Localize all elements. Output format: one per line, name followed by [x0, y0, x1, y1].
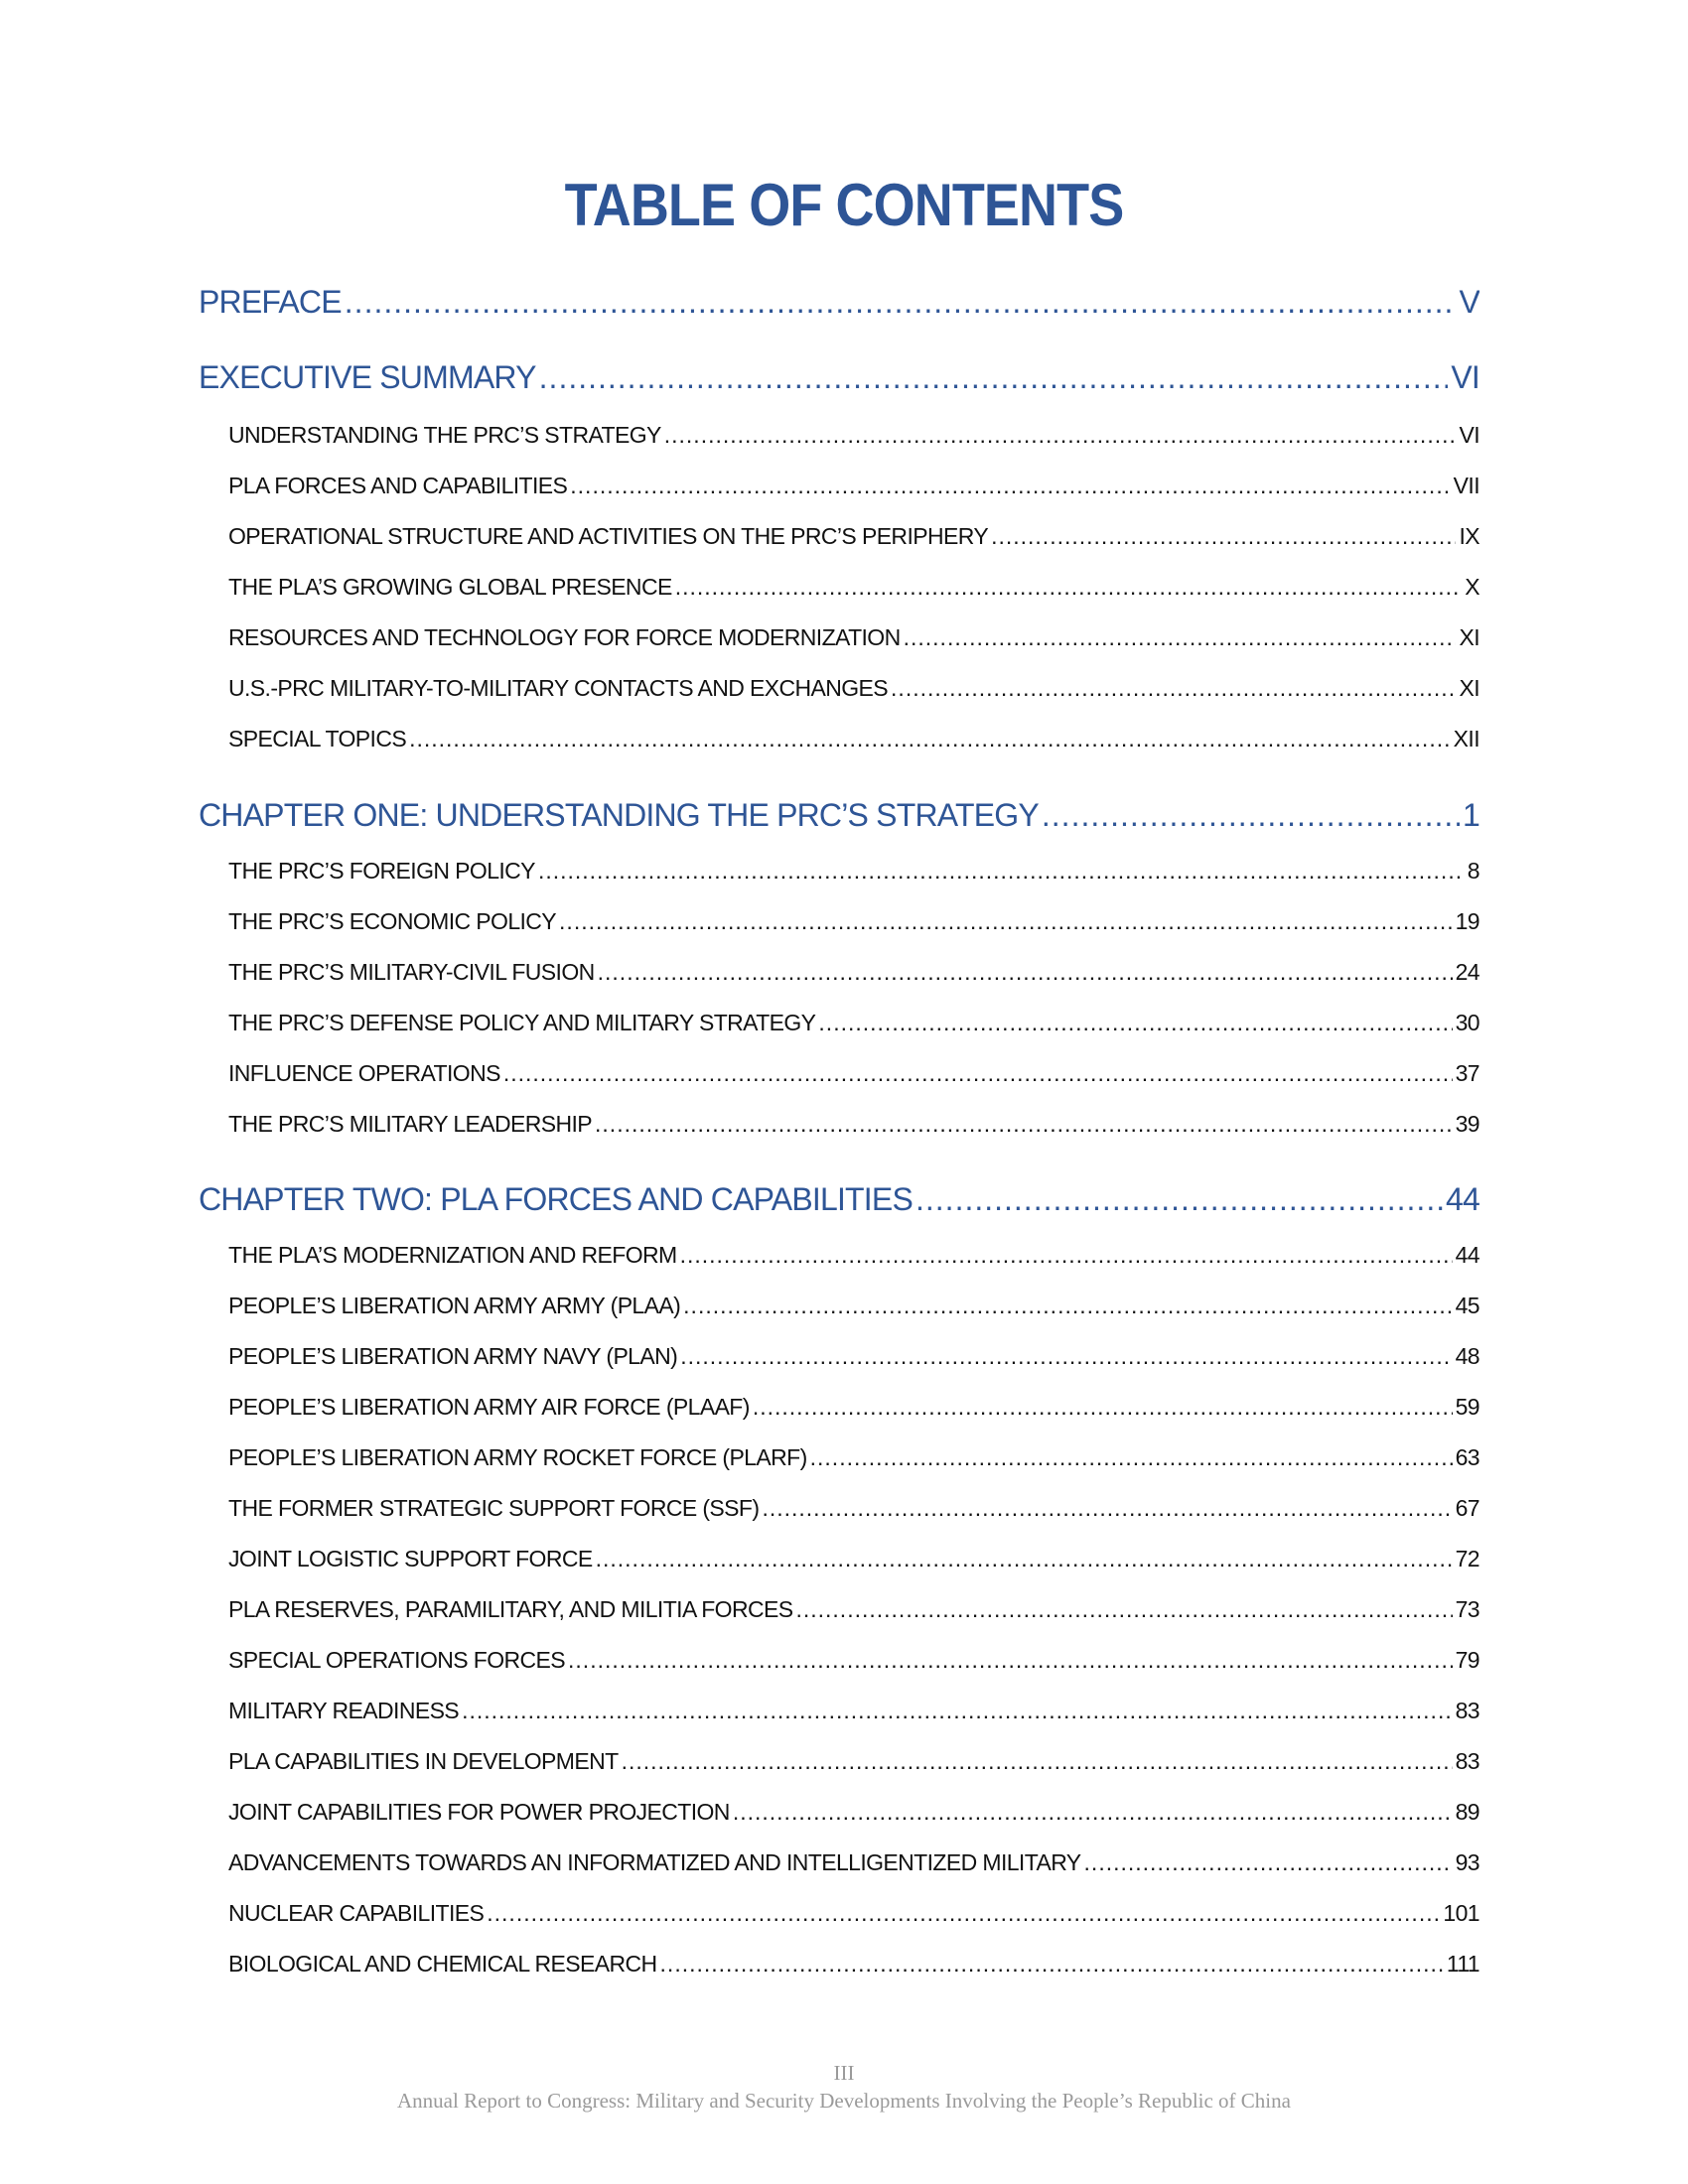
toc-entry-label: PLA RESERVES, PARAMILITARY, AND MILITIA FORCES	[228, 1596, 793, 1622]
toc-entry-page: 59	[1455, 1394, 1479, 1420]
toc-entry[interactable]	[228, 959, 1479, 991]
dot-leader	[818, 1010, 1452, 1036]
toc-entry-label: NUCLEAR CAPABILITIES	[228, 1900, 485, 1926]
dot-leader	[733, 1799, 1453, 1826]
dot-leader	[345, 284, 1457, 321]
dot-leader	[795, 1596, 1452, 1623]
toc-entry-page: 83	[1455, 1698, 1479, 1723]
toc-entry[interactable]	[228, 1010, 1479, 1041]
toc-entry-label: RESOURCES AND TECHNOLOGY FOR FORCE MODERNIZATION	[228, 624, 901, 650]
toc-entry-label: THE PRC’S ECONOMIC POLICY	[228, 908, 557, 934]
toc-entry-page: 37	[1455, 1060, 1479, 1086]
toc-entry[interactable]	[228, 1293, 1479, 1324]
toc-entry[interactable]	[228, 1546, 1479, 1577]
toc-entry-label: CHAPTER TWO: PLA FORCES AND CAPABILITIES	[199, 1181, 913, 1217]
dot-leader	[675, 574, 1463, 601]
dot-leader	[568, 1647, 1453, 1674]
toc-entry-label: PLA FORCES AND CAPABILITIES	[228, 473, 568, 498]
toc-entry-label: SPECIAL TOPICS	[228, 726, 407, 751]
toc-entry-page: 24	[1455, 959, 1479, 985]
toc-entry[interactable]	[228, 1111, 1479, 1143]
toc-entry-page: V	[1459, 284, 1479, 320]
toc-entry-page: 1	[1463, 797, 1479, 833]
toc-entry-page: XI	[1459, 675, 1479, 701]
toc-entry[interactable]	[228, 1849, 1479, 1881]
dot-leader	[598, 959, 1453, 986]
toc-entry-label: UNDERSTANDING THE PRC’S STRATEGY	[228, 422, 661, 448]
dot-leader	[487, 1900, 1440, 1927]
toc-entry-label: MILITARY READINESS	[228, 1698, 460, 1723]
toc-entry-label: JOINT LOGISTIC SUPPORT FORCE	[228, 1546, 593, 1571]
toc-entry[interactable]	[228, 1647, 1479, 1679]
toc-entry[interactable]	[199, 359, 1479, 401]
toc-entry-page: 30	[1455, 1010, 1479, 1035]
toc-entry-page: X	[1465, 574, 1479, 600]
toc-entry-label: INFLUENCE OPERATIONS	[228, 1060, 500, 1086]
toc-entry-label: ADVANCEMENTS TOWARDS AN INFORMATIZED AND INTELLIGENTIZED MILITARY	[228, 1849, 1081, 1875]
dot-leader	[595, 1111, 1453, 1138]
toc-entry-page: 39	[1455, 1111, 1479, 1137]
dot-leader	[539, 359, 1449, 396]
toc-entry-page: 44	[1446, 1181, 1479, 1217]
toc-entry-label: U.S.-PRC MILITARY-TO-MILITARY CONTACTS AND EXCHANGES	[228, 675, 889, 701]
dot-leader	[559, 908, 1453, 935]
toc-entry[interactable]	[228, 1900, 1479, 1932]
dot-leader	[915, 1181, 1443, 1218]
toc-entry-page: 45	[1455, 1293, 1479, 1318]
dot-leader	[538, 858, 1465, 885]
dot-leader	[991, 523, 1456, 550]
dot-leader	[1084, 1849, 1453, 1876]
dot-leader	[664, 422, 1457, 449]
toc-entry-page: 93	[1455, 1849, 1479, 1875]
toc-entry-label: PEOPLE’S LIBERATION ARMY AIR FORCE (PLAAF)	[228, 1394, 750, 1420]
toc-entry[interactable]	[228, 1596, 1479, 1628]
toc-entry[interactable]	[228, 1060, 1479, 1092]
toc-entry-label: EXECUTIVE SUMMARY	[199, 359, 536, 395]
toc-entry-page: 101	[1443, 1900, 1479, 1926]
toc-entry-label: OPERATIONAL STRUCTURE AND ACTIVITIES ON THE PRC’S PERIPHERY	[228, 523, 989, 549]
toc-entry[interactable]	[228, 858, 1479, 889]
toc-entry[interactable]	[199, 1181, 1479, 1223]
toc-entry-page: 72	[1455, 1546, 1479, 1571]
toc-entry-label: PEOPLE’S LIBERATION ARMY NAVY (PLAN)	[228, 1343, 678, 1369]
toc-entry[interactable]	[199, 284, 1479, 326]
dot-leader	[891, 675, 1456, 702]
toc-entry-page: 73	[1455, 1596, 1479, 1622]
toc-entry-label: JOINT CAPABILITIES FOR POWER PROJECTION	[228, 1799, 730, 1825]
toc-entry-label: THE PRC’S FOREIGN POLICY	[228, 858, 535, 884]
toc-entry-page: 44	[1455, 1242, 1479, 1268]
toc-entry-label: CHAPTER ONE: UNDERSTANDING THE PRC’S STRATEGY	[199, 797, 1039, 833]
toc-entry-label: THE PLA’S GROWING GLOBAL PRESENCE	[228, 574, 672, 600]
toc-entry[interactable]	[228, 1242, 1479, 1274]
toc-entry[interactable]	[228, 908, 1479, 940]
toc-entry[interactable]	[228, 574, 1479, 606]
toc-entry-page: VII	[1453, 473, 1479, 498]
toc-entry-page: IX	[1459, 523, 1479, 549]
dot-leader	[810, 1444, 1453, 1471]
toc-entry-label: SPECIAL OPERATIONS FORCES	[228, 1647, 566, 1673]
toc-entry-label: PLA CAPABILITIES IN DEVELOPMENT	[228, 1748, 619, 1774]
toc-entry-label: THE PRC’S DEFENSE POLICY AND MILITARY STRATEGY	[228, 1010, 816, 1035]
toc-entry[interactable]	[228, 675, 1479, 707]
toc-entry-label: THE PRC’S MILITARY-CIVIL FUSION	[228, 959, 595, 985]
dot-leader	[570, 473, 1450, 499]
dot-leader	[503, 1060, 1453, 1087]
toc-entry[interactable]	[199, 797, 1479, 839]
toc-entry[interactable]	[228, 523, 1479, 555]
toc-entry-page: 63	[1455, 1444, 1479, 1470]
toc-entry-page: XII	[1453, 726, 1479, 751]
toc-entry[interactable]	[228, 726, 1479, 757]
dot-leader	[753, 1394, 1453, 1421]
toc-entry[interactable]	[228, 1748, 1479, 1780]
dot-leader	[660, 1951, 1444, 1978]
dot-leader	[904, 624, 1457, 651]
page-title: TABLE OF CONTENTS	[564, 172, 1124, 238]
toc-entry-page: 8	[1467, 858, 1479, 884]
dot-leader	[622, 1748, 1453, 1775]
toc-entry[interactable]	[228, 422, 1479, 454]
dot-leader	[680, 1343, 1452, 1370]
toc-entry[interactable]	[228, 1343, 1479, 1375]
toc-entry[interactable]	[228, 1495, 1479, 1527]
toc-entry[interactable]	[228, 473, 1479, 504]
footer-report-title: Annual Report to Congress: Military and Security Developments Involving the People’s Republic of China	[397, 2089, 1291, 2113]
toc-entry-page: 79	[1455, 1647, 1479, 1673]
toc-entry-page: 111	[1446, 1951, 1479, 1977]
dot-leader	[409, 726, 1451, 752]
dot-leader	[762, 1495, 1452, 1522]
toc-entry-label: PEOPLE’S LIBERATION ARMY ROCKET FORCE (PLARF)	[228, 1444, 807, 1470]
toc-entry-page: 48	[1455, 1343, 1479, 1369]
toc-entry[interactable]	[228, 1799, 1479, 1831]
footer-page-number: III	[833, 2061, 855, 2085]
dot-leader	[462, 1698, 1453, 1724]
toc-entry-label: THE PLA’S MODERNIZATION AND REFORM	[228, 1242, 677, 1268]
toc-entry-page: 67	[1455, 1495, 1479, 1521]
dot-leader	[680, 1242, 1453, 1269]
toc-entry-page: XI	[1459, 624, 1479, 650]
toc-entry-label: PREFACE	[199, 284, 342, 320]
dot-leader	[1042, 797, 1460, 834]
toc-entry-label: THE PRC’S MILITARY LEADERSHIP	[228, 1111, 593, 1137]
toc-entry-page: 83	[1455, 1748, 1479, 1774]
toc-entry[interactable]	[228, 1394, 1479, 1426]
toc-entry-label: THE FORMER STRATEGIC SUPPORT FORCE (SSF)	[228, 1495, 760, 1521]
toc-entry-page: 89	[1455, 1799, 1479, 1825]
toc-entry-label: PEOPLE’S LIBERATION ARMY ARMY (PLAA)	[228, 1293, 681, 1318]
toc-entry-page: VI	[1451, 359, 1479, 395]
toc-entry[interactable]	[228, 624, 1479, 656]
dot-leader	[683, 1293, 1452, 1319]
dot-leader	[596, 1546, 1453, 1572]
toc-entry-page: VI	[1459, 422, 1479, 448]
toc-entry[interactable]	[228, 1444, 1479, 1476]
toc-entry-page: 19	[1455, 908, 1479, 934]
toc-entry[interactable]	[228, 1951, 1479, 1982]
toc-entry-label: BIOLOGICAL AND CHEMICAL RESEARCH	[228, 1951, 657, 1977]
toc-entry[interactable]	[228, 1698, 1479, 1729]
